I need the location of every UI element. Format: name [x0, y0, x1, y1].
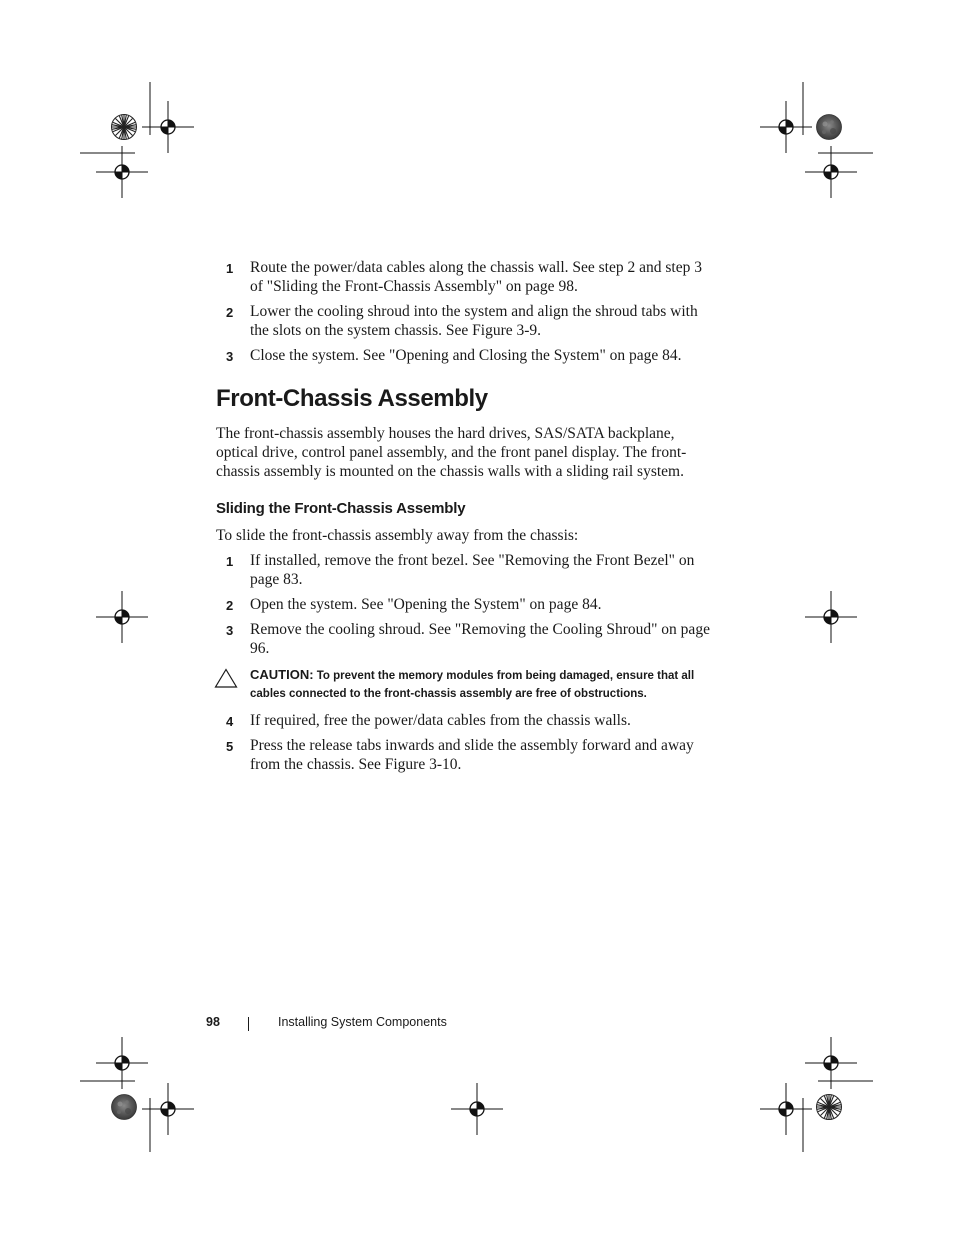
step-number: 1 — [226, 554, 234, 569]
registration-mark-icon — [760, 1083, 812, 1135]
section-body: The front-chassis assembly houses the hard drives, SAS/SATA backplane, optical drive, control panel assembly, and the front panel display. The front-chassis assembly is mounted on the chassis walls with a sliding rail system. — [216, 425, 687, 480]
step-text: Close the system. See "Opening and Closing the System" on page 84. — [250, 347, 682, 364]
list-item — [216, 258, 716, 296]
list-item — [216, 736, 716, 774]
page-content — [216, 258, 716, 780]
registration-mark-icon — [805, 146, 857, 198]
footer-divider — [248, 1017, 249, 1031]
registration-mark-icon — [96, 591, 148, 643]
caution-message: To prevent the memory modules from being damaged, ensure that all cables connected to the front-chassis assembly are free of obstructions. — [250, 670, 695, 700]
step-number: 3 — [226, 623, 234, 638]
subsection-title: Sliding the Front-Chassis Assembly — [216, 500, 466, 517]
footer-chapter-title: Installing System Components — [278, 1015, 447, 1029]
step-text: If installed, remove the front bezel. See "Removing the Front Bezel" on page 83. — [250, 552, 695, 588]
subsection-intro: To slide the front-chassis assembly away from the chassis: — [216, 527, 579, 544]
section-title: Front-Chassis Assembly — [216, 385, 488, 412]
caution-label: CAUTION: — [250, 667, 314, 682]
step-number: 5 — [226, 739, 234, 754]
list-item — [216, 551, 716, 589]
list-item — [216, 346, 716, 365]
step-number: 2 — [226, 305, 234, 320]
registration-mark-icon — [96, 146, 148, 198]
step-text: Open the system. See "Opening the System" on page 84. — [250, 596, 602, 613]
registration-mark-icon — [805, 591, 857, 643]
step-text: Remove the cooling shroud. See "Removing the Cooling Shroud" on page 96. — [250, 621, 710, 657]
step-text: Route the power/data cables along the chassis wall. See step 2 and step 3 of "Sliding the Front-Chassis Assembly" on page 98. — [250, 259, 702, 295]
warning-triangle-icon — [214, 668, 238, 688]
list-item — [216, 595, 716, 614]
list-item — [216, 711, 716, 730]
caution-notice — [216, 666, 716, 703]
caution-text — [250, 666, 716, 703]
step-number: 4 — [226, 714, 234, 729]
page-number: 98 — [206, 1015, 220, 1029]
color-target-icon — [817, 115, 842, 140]
step-text: Press the release tabs inwards and slide the assembly forward and away from the chassis. See Figure 3-10. — [250, 737, 694, 773]
registration-mark-icon — [451, 1083, 503, 1135]
list-item — [216, 620, 716, 658]
list-item — [216, 302, 716, 340]
registration-mark-icon — [760, 101, 812, 153]
step-text: Lower the cooling shroud into the system and align the shroud tabs with the slots on the system chassis. See Figure 3-9. — [250, 303, 698, 339]
color-target-icon — [112, 1095, 137, 1120]
color-target-icon — [817, 1095, 842, 1120]
step-number: 3 — [226, 349, 234, 364]
step-number: 2 — [226, 598, 234, 613]
color-target-icon — [112, 115, 137, 140]
step-number: 1 — [226, 261, 234, 276]
step-text: If required, free the power/data cables from the chassis walls. — [250, 712, 631, 729]
